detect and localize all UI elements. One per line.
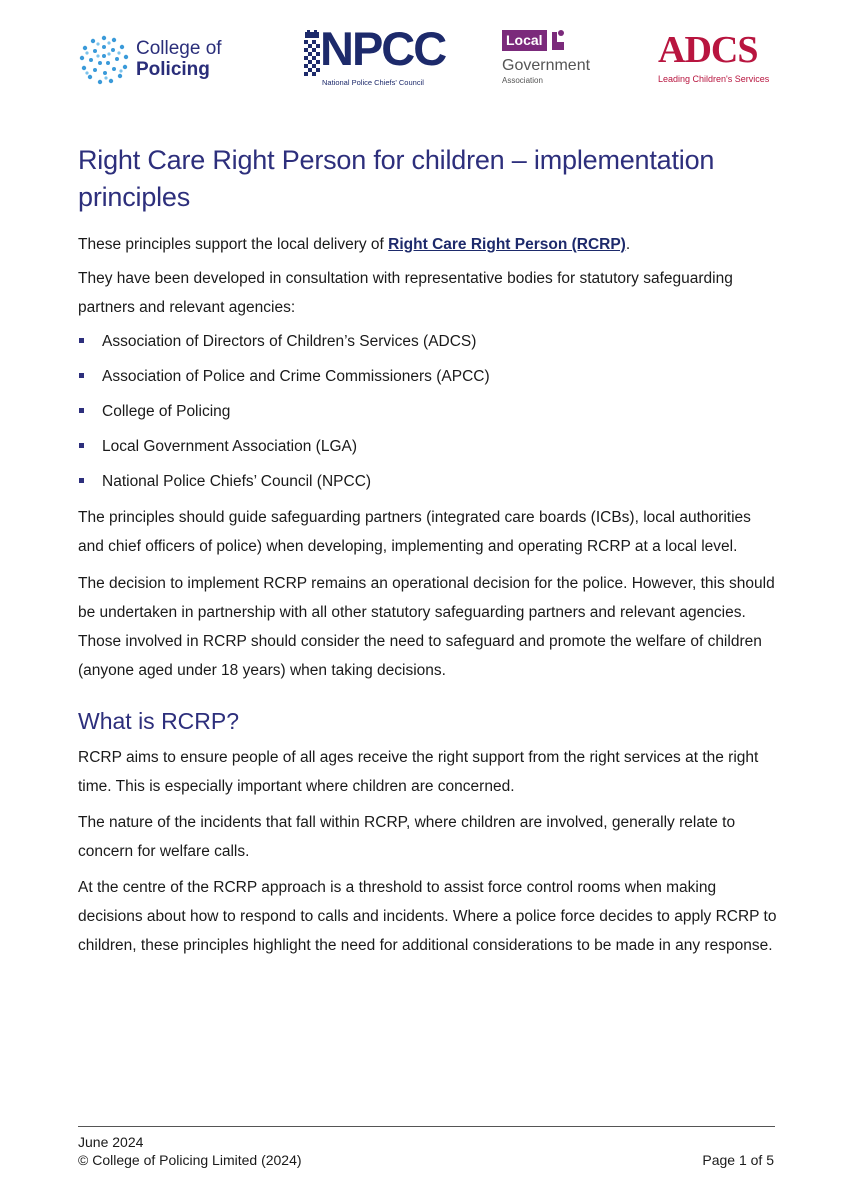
bullet-square-icon: [79, 338, 84, 343]
footer-info: [78, 1133, 302, 1169]
list-item-text: Association of Police and Crime Commissioners (APCC): [102, 368, 490, 385]
lga-figure-icon: [548, 28, 568, 52]
list-item: [78, 464, 778, 499]
lga-government-text: Government: [502, 57, 591, 74]
bullet-square-icon: [79, 408, 84, 413]
college-of-policing-dots-icon: [76, 32, 132, 88]
centre-paragraph: At the centre of the RCRP approach is a threshold to assist force control rooms when making decisions about how to respond to calls and incidents. Where a police force decides to apply RCRP to children, these principles highlight the need for additional considerations to be made in any response.: [78, 879, 777, 954]
rcrp-link[interactable]: Right Care Right Person (RCRP): [388, 236, 626, 253]
npcc-wordmark: NPCC: [320, 22, 446, 75]
partner-logos: [76, 22, 776, 90]
list-item-text: Association of Directors of Children’s Services (ADCS): [102, 333, 477, 350]
college-of-policing-logo: [76, 32, 246, 86]
adcs-logo: [658, 29, 778, 86]
list-item-text: National Police Chiefs’ Council (NPCC): [102, 473, 372, 490]
adcs-subtitle: Leading Children's Services: [658, 74, 770, 84]
intro-prefix: These principles support the local delivery of: [78, 236, 389, 253]
footer-date: June 2024: [78, 1134, 144, 1150]
bullet-square-icon: [79, 478, 84, 483]
npcc-logo: [302, 22, 446, 88]
adcs-wordmark: ADCS: [658, 29, 758, 71]
list-item-text: College of Policing: [102, 403, 231, 420]
page-title: Right Care Right Person for children – implementation principles: [78, 145, 715, 212]
section-heading-what-is-rcrp: What is RCRP?: [78, 708, 240, 734]
college-of-policing-line1: College of: [136, 38, 222, 59]
representative-bodies-list: [78, 324, 778, 499]
bullet-square-icon: [79, 373, 84, 378]
footer-copyright: © College of Policing Limited (2024): [78, 1152, 302, 1168]
npcc-crest-icon: [302, 30, 322, 80]
nature-paragraph: The nature of the incidents that fall within RCRP, where children are involved, generally relate to concern for welfare calls.: [78, 814, 736, 860]
document-body: [78, 142, 778, 960]
lga-local-badge: Local: [502, 30, 547, 51]
list-item: [78, 429, 778, 464]
guide-paragraph: The principles should guide safeguarding partners (integrated care boards (ICBs), local authorities and chief officers of police) when developing, implementing and operating RCRP at a local level.: [78, 509, 751, 555]
college-of-policing-line2: Policing: [136, 59, 210, 80]
page-number: Page 1 of 5: [702, 1152, 774, 1168]
decision-paragraph: The decision to implement RCRP remains an operational decision for the police. However, this should be undertaken in partnership with all other statutory safeguarding partners and relevant agencies. Those involved in RCRP should consider the need to safeguard and promote the welfare of children (anyone aged under 18 years) when taking decisions.: [78, 575, 775, 679]
intro-suffix: .: [625, 236, 631, 253]
list-item-text: Local Government Association (LGA): [102, 438, 358, 455]
list-item: [78, 324, 778, 359]
bullet-square-icon: [79, 443, 84, 448]
footer-divider: [78, 1126, 775, 1127]
list-item: [78, 394, 778, 429]
npcc-subtitle: National Police Chiefs' Council: [322, 78, 424, 87]
aims-paragraph: RCRP aims to ensure people of all ages receive the right support from the right services at the right time. This is especially important where children are concerned.: [78, 749, 759, 795]
lga-logo: [502, 30, 602, 88]
list-item: [78, 359, 778, 394]
lga-association-text: Association: [502, 76, 543, 85]
consultation-paragraph: They have been developed in consultation with representative bodies for statutory safeguarding partners and relevant agencies:: [78, 270, 733, 316]
intro-paragraph: [78, 230, 778, 259]
